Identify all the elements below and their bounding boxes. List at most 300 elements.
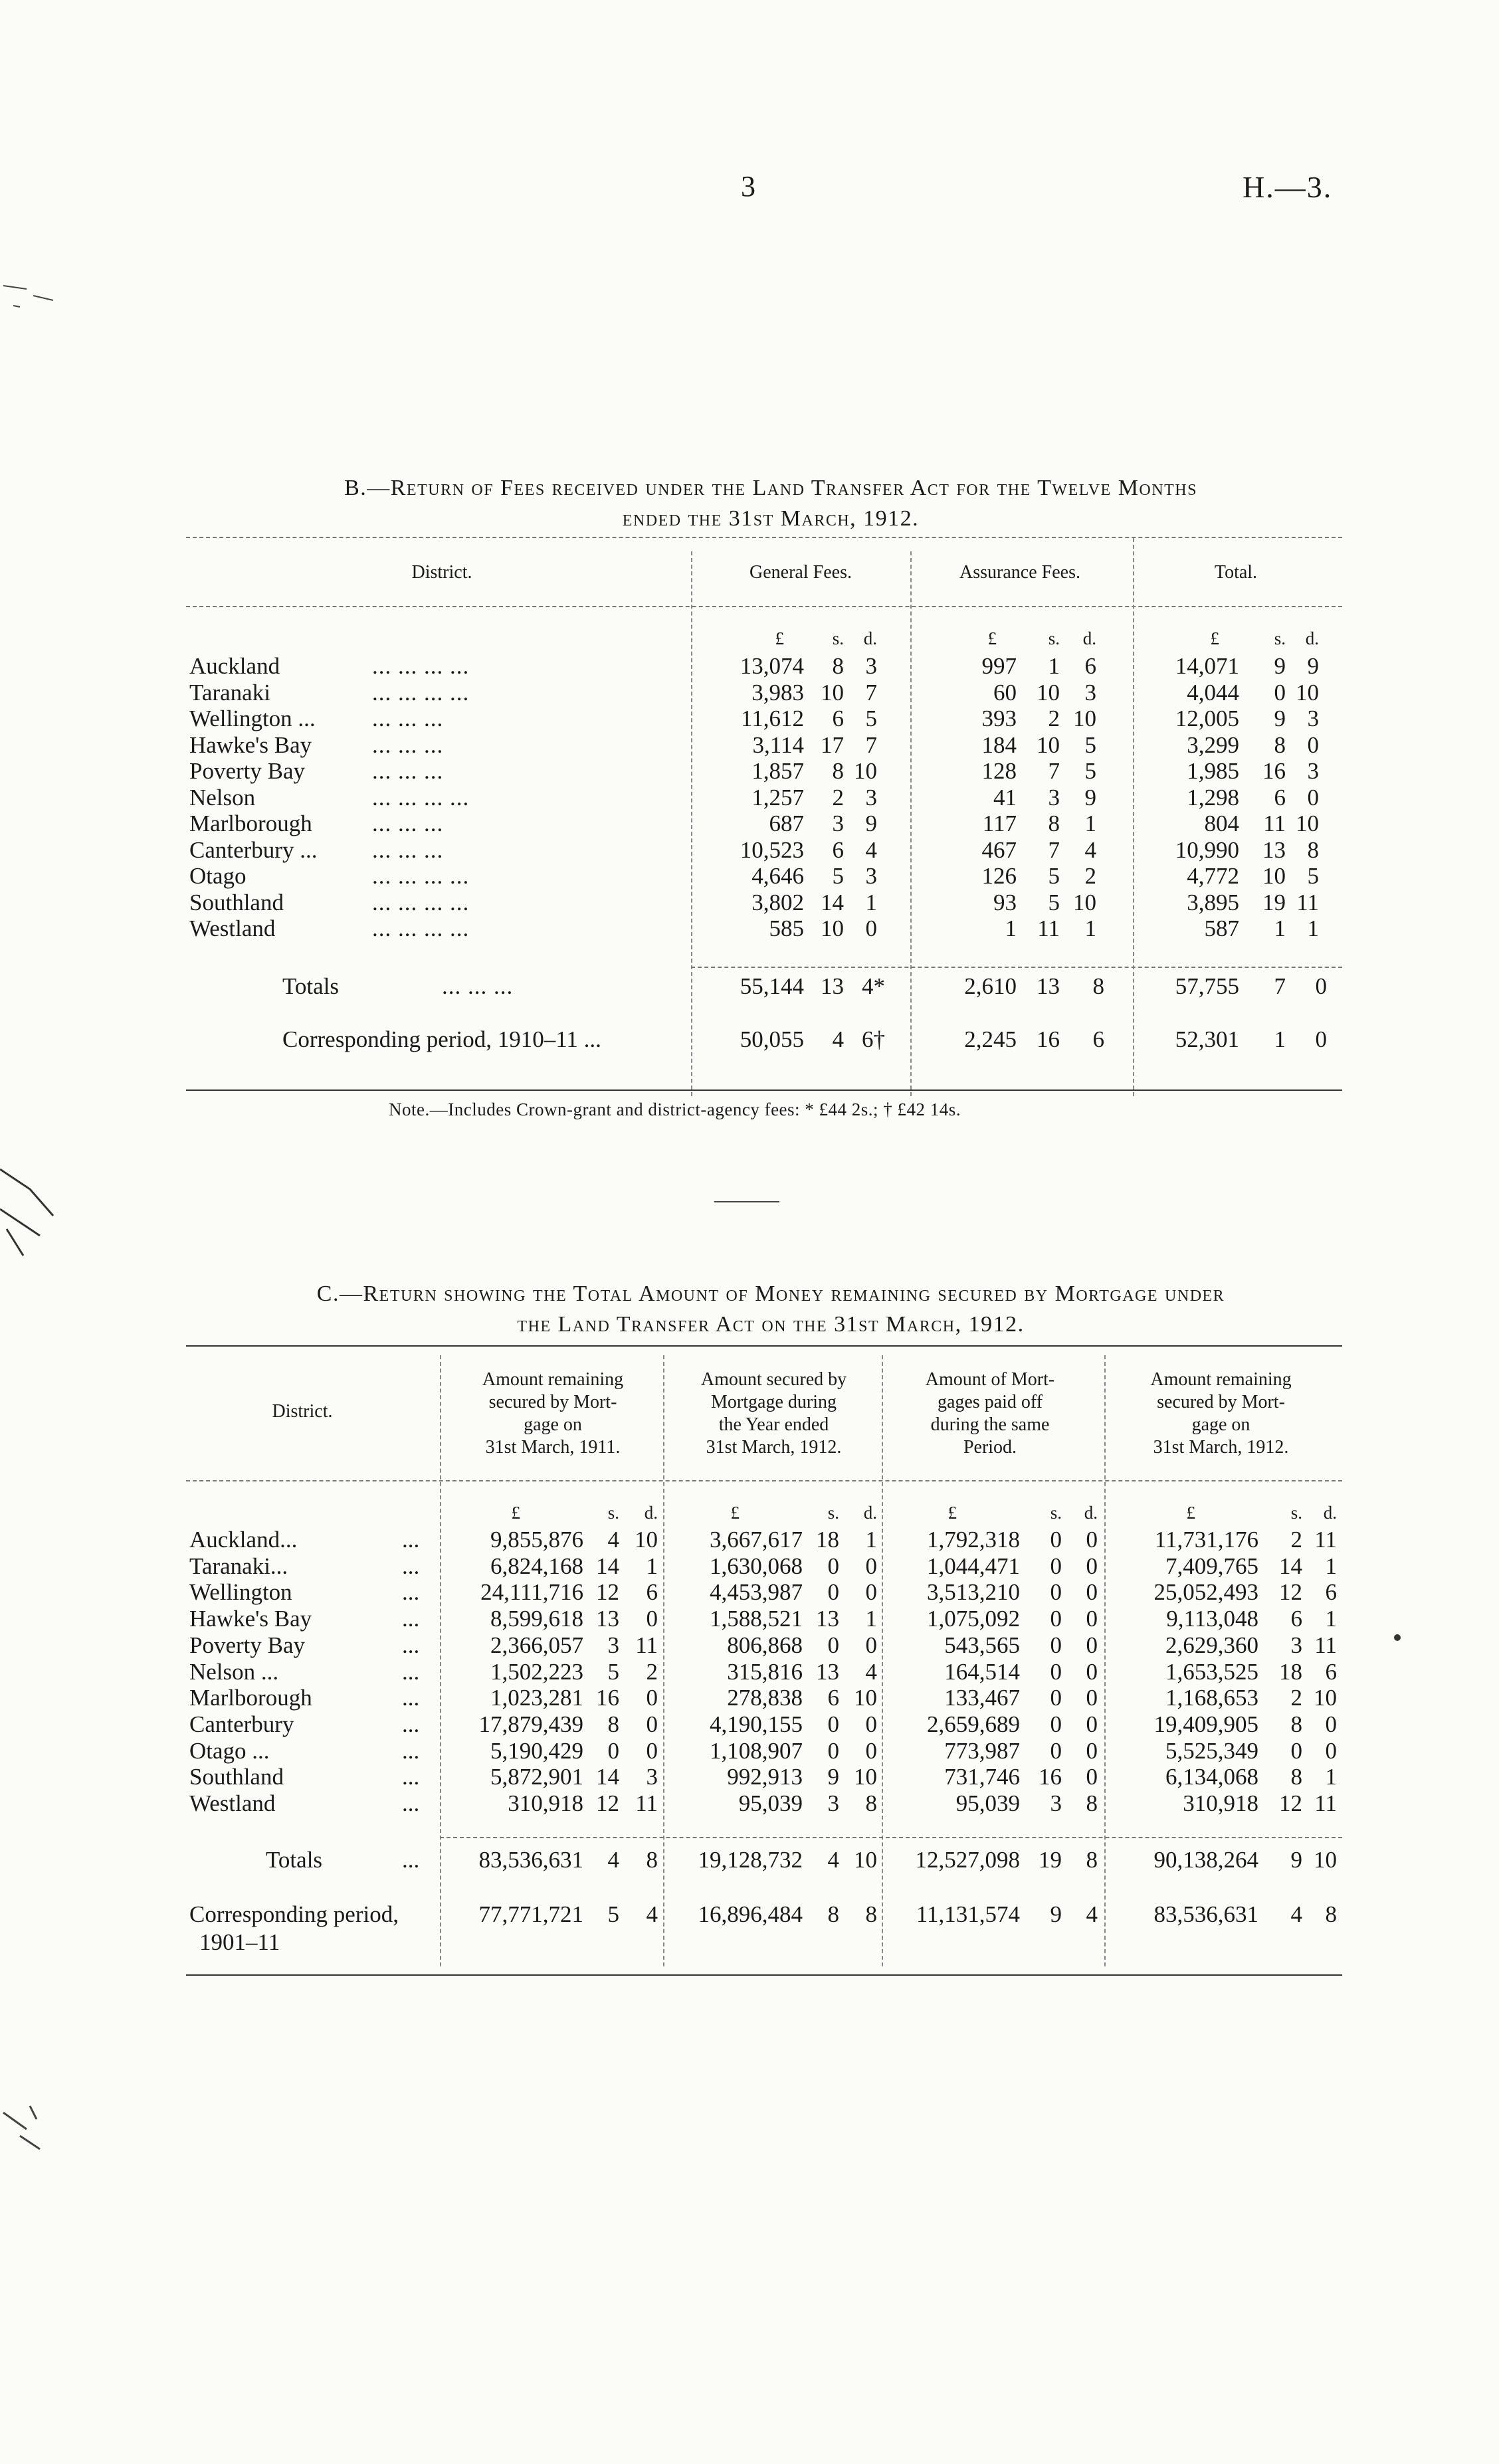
table-c-corresponding-pence: 8	[865, 1901, 877, 1927]
table-c-pounds: 5,525,349	[1165, 1738, 1258, 1764]
table-c-shillings: 0	[1050, 1659, 1062, 1685]
table-b-pence: 0	[1307, 785, 1319, 810]
table-c-pence: 3	[646, 1764, 658, 1790]
table-c-pounds: 25,052,493	[1153, 1579, 1258, 1605]
table-c-pounds: 95,039	[955, 1790, 1020, 1816]
table-b-shillings: 8	[832, 758, 844, 784]
table-c-header-line: Amount remaining	[482, 1369, 624, 1390]
table-c-shillings: 0	[1050, 1579, 1062, 1605]
table-c-shillings: 9	[827, 1764, 839, 1790]
table-c-unit-label: d.	[863, 1503, 877, 1523]
table-c-shillings: 0	[1050, 1527, 1062, 1553]
scan-mark-2	[0, 1163, 60, 1269]
table-c-pounds: 1,630,068	[710, 1553, 803, 1579]
table-c-shillings: 8	[1290, 1764, 1302, 1790]
table-c-unit-label: s.	[1290, 1503, 1302, 1523]
table-c-shillings: 18	[1279, 1659, 1302, 1685]
table-c-shillings: 3	[1290, 1632, 1302, 1658]
table-c-totals-shillings: 9	[1290, 1847, 1302, 1873]
table-c-leader-dots: ...	[402, 1764, 420, 1790]
table-c-header-line: Amount of Mort-	[925, 1369, 1055, 1390]
table-c-shillings: 0	[827, 1579, 839, 1605]
table-c-pence: 0	[1086, 1579, 1098, 1605]
table-c-pounds: 24,111,716	[480, 1579, 583, 1605]
table-b-pence: 5	[865, 706, 877, 731]
table-b-corresponding-shillings: 1	[1274, 1026, 1286, 1052]
table-b-pounds: 12,005	[1175, 706, 1239, 731]
table-b-pounds: 3,802	[751, 890, 804, 915]
table-b-unit-label: £	[987, 628, 997, 648]
table-c-corresponding-pounds: 83,536,631	[1153, 1901, 1258, 1927]
table-b-pounds: 11,612	[741, 706, 804, 731]
table-b-shillings: 11	[1037, 915, 1060, 941]
table-b-totals-shillings: 7	[1274, 973, 1286, 999]
table-c-pence: 6	[646, 1579, 658, 1605]
table-b-header-general: General Fees.	[750, 562, 852, 583]
table-b-district: Hawke's Bay	[189, 732, 312, 758]
table-b-totals-pence: 4*	[862, 973, 885, 999]
table-b-header-assurance: Assurance Fees.	[959, 562, 1080, 583]
table-c-shillings: 3	[607, 1632, 619, 1658]
table-c-district: Westland	[189, 1790, 276, 1816]
table-b-pounds: 4,646	[751, 863, 804, 889]
table-b-pence: 6	[1084, 653, 1096, 679]
table-c-header-line: Amount remaining	[1150, 1369, 1292, 1390]
table-c-unit-label: d.	[644, 1503, 658, 1523]
table-b-pence: 10	[1296, 810, 1319, 836]
table-b-district: Westland	[189, 915, 276, 941]
table-b-corresponding-pence: 6	[1092, 1026, 1104, 1052]
table-c-subtotal-rule	[440, 1837, 1342, 1838]
table-c-pounds: 7,409,765	[1165, 1553, 1258, 1579]
table-b-pence: 10	[854, 758, 877, 784]
table-c-unit-label: s.	[1050, 1503, 1062, 1523]
table-b-totals-shillings: 13	[1037, 973, 1060, 999]
scan-dot	[1394, 1634, 1401, 1641]
table-b-unit-label: d.	[863, 628, 877, 648]
table-c-pounds: 1,502,223	[490, 1659, 583, 1685]
table-c-corresponding-label-2: 1901–11	[199, 1929, 280, 1955]
table-b-pounds: 3,114	[752, 732, 804, 758]
table-c-corresponding-pounds: 77,771,721	[478, 1901, 583, 1927]
table-b-pounds: 1	[1005, 915, 1017, 941]
table-c-header-line: 31st March, 1912.	[1153, 1437, 1289, 1458]
table-b-shillings: 3	[1048, 785, 1060, 810]
table-b-corresponding-pence: 6†	[862, 1026, 885, 1052]
table-b-pence: 7	[865, 680, 877, 706]
table-b-shillings: 6	[832, 706, 844, 731]
table-b-shillings: 13	[1262, 837, 1286, 863]
table-c-totals-pence: 8	[1086, 1847, 1098, 1873]
table-c-pounds: 9,855,876	[490, 1527, 583, 1553]
table-b-leader-dots: ... ... ... ...	[372, 785, 470, 810]
table-b-shillings: 14	[821, 890, 844, 915]
table-c-leader-dots: ...	[402, 1579, 420, 1605]
scan-mark-1	[0, 266, 60, 332]
table-b-shillings: 3	[832, 810, 844, 836]
table-c-header-line: Mortgage during	[711, 1392, 837, 1412]
table-b-shillings: 10	[1037, 680, 1060, 706]
table-b-pence: 9	[1084, 785, 1096, 810]
table-b-pounds: 128	[981, 758, 1017, 784]
table-b-corresponding-pounds: 52,301	[1175, 1026, 1239, 1052]
table-b-totals-dots: ... ... ...	[442, 973, 514, 999]
table-c-district: Hawke's Bay	[189, 1606, 312, 1632]
table-b-district: Nelson	[189, 785, 256, 810]
table-c-totals-shillings: 4	[827, 1847, 839, 1873]
table-b-title-line1: B.—Return of Fees received under the Land Transfer Act for the Twelve Months	[344, 476, 1197, 500]
table-c-corresponding-pence: 8	[1325, 1901, 1337, 1927]
table-b-shillings: 8	[832, 653, 844, 679]
table-b-corresponding-pounds: 50,055	[740, 1026, 804, 1052]
table-b-header-rule	[186, 606, 1342, 607]
table-c-corresponding-pence: 4	[1086, 1901, 1098, 1927]
table-c-totals-shillings: 4	[607, 1847, 619, 1873]
table-c-shillings: 0	[1050, 1632, 1062, 1658]
table-c-corresponding-pence: 4	[646, 1901, 658, 1927]
table-c-shillings: 6	[1290, 1606, 1302, 1632]
table-c-shillings: 12	[1279, 1579, 1302, 1605]
table-c-shillings: 0	[827, 1632, 839, 1658]
table-c-shillings: 0	[827, 1711, 839, 1737]
page-number: 3	[741, 170, 755, 203]
table-b-pounds: 10,523	[740, 837, 804, 863]
table-b-pounds: 3,895	[1187, 890, 1239, 915]
table-c-pounds: 543,565	[944, 1632, 1020, 1658]
table-b-corresponding-shillings: 16	[1037, 1026, 1060, 1052]
table-c-pence: 0	[1086, 1711, 1098, 1737]
table-b-pence: 10	[1073, 706, 1096, 731]
table-b-pounds: 4,772	[1187, 863, 1239, 889]
table-b-district: Taranaki	[189, 680, 270, 706]
table-b-pence: 3	[1307, 758, 1319, 784]
table-c-district: Canterbury	[189, 1711, 294, 1737]
table-b-district: Poverty Bay	[189, 758, 306, 784]
table-c-pounds: 1,023,281	[490, 1685, 583, 1711]
table-c-pence: 0	[646, 1711, 658, 1737]
table-b-leader-dots: ... ... ... ...	[372, 863, 470, 889]
table-b-leader-dots: ... ... ...	[372, 732, 444, 758]
table-c-unit-label: s.	[607, 1503, 619, 1523]
table-b-district: Wellington ...	[189, 706, 316, 731]
table-b-shillings: 8	[1048, 810, 1060, 836]
table-c-shillings: 8	[607, 1711, 619, 1737]
table-b-district: Otago	[189, 863, 247, 889]
table-c-pence: 0	[646, 1606, 658, 1632]
table-b-pounds: 13,074	[740, 653, 804, 679]
table-c-pounds: 3,667,617	[710, 1527, 803, 1553]
table-b-pence: 3	[865, 653, 877, 679]
table-c-shillings: 0	[827, 1738, 839, 1764]
table-c-shillings: 0	[827, 1553, 839, 1579]
table-b-district: Southland	[189, 890, 284, 915]
table-c-pounds: 19,409,905	[1153, 1711, 1258, 1737]
table-c-pounds: 310,918	[508, 1790, 583, 1816]
table-c-header-col3	[884, 1369, 1096, 1459]
table-b-pounds: 14,071	[1175, 653, 1239, 679]
table-c-totals-pounds: 83,536,631	[478, 1847, 583, 1873]
table-b-pence: 5	[1084, 758, 1096, 784]
table-b-district: Marlborough	[189, 810, 312, 836]
table-c-district: Marlborough	[189, 1685, 312, 1711]
table-c-pence: 1	[865, 1527, 877, 1553]
table-b-pounds: 3,983	[751, 680, 804, 706]
table-b-shillings: 8	[1274, 732, 1286, 758]
table-c-corresponding-label: Corresponding period,	[189, 1901, 399, 1927]
table-b-top-rule	[186, 537, 1342, 538]
table-c-pounds: 1,044,471	[927, 1553, 1020, 1579]
table-b-pence: 1	[865, 890, 877, 915]
table-c-corresponding-shillings: 9	[1050, 1901, 1062, 1927]
table-b-pence: 10	[1073, 890, 1096, 915]
table-b-shillings: 6	[1274, 785, 1286, 810]
table-c-pence: 0	[865, 1711, 877, 1737]
table-c-pence: 10	[854, 1764, 877, 1790]
table-b-pounds: 60	[993, 680, 1017, 706]
table-c-header-line: during the same	[930, 1414, 1050, 1435]
table-b-pounds: 585	[769, 915, 804, 941]
table-b-pounds: 687	[769, 810, 804, 836]
table-c-totals-pence: 8	[646, 1847, 658, 1873]
table-c-leader-dots: ...	[402, 1553, 420, 1579]
table-c-pounds: 1,108,907	[710, 1738, 803, 1764]
table-c-header-line: gage on	[524, 1414, 582, 1435]
table-c-pounds: 164,514	[944, 1659, 1020, 1685]
table-b-pence: 7	[865, 732, 877, 758]
table-c-shillings: 12	[596, 1579, 619, 1605]
table-c-pounds: 6,134,068	[1165, 1764, 1258, 1790]
table-b-unit-label: s.	[1048, 628, 1060, 648]
table-b-corresponding-label: Corresponding period, 1910–11 ...	[282, 1026, 601, 1052]
table-c-shillings: 0	[1050, 1738, 1062, 1764]
table-c-pence: 8	[865, 1790, 877, 1816]
table-b-corresponding-pence: 0	[1315, 1026, 1327, 1052]
table-c-pounds: 4,190,155	[710, 1711, 803, 1737]
table-b-totals-pounds: 57,755	[1175, 973, 1239, 999]
table-b-pence: 3	[865, 785, 877, 810]
table-b-pence: 1	[1307, 915, 1319, 941]
table-c-pence: 2	[646, 1659, 658, 1685]
table-c-pounds: 6,824,168	[490, 1553, 583, 1579]
table-c-pence: 0	[1086, 1632, 1098, 1658]
table-b-leader-dots: ... ... ... ...	[372, 890, 470, 915]
table-b-district: Canterbury ...	[189, 837, 318, 863]
table-c-shillings: 3	[827, 1790, 839, 1816]
table-c-pence: 8	[1086, 1790, 1098, 1816]
table-b-pounds: 93	[993, 890, 1017, 915]
table-b-title	[186, 473, 1355, 534]
table-c-pounds: 3,513,210	[927, 1579, 1020, 1605]
table-c-pounds: 1,653,525	[1165, 1659, 1258, 1685]
table-c-title-line2: the Land Transfer Act on the 31st March, 1912.	[517, 1312, 1025, 1337]
table-b-pence: 5	[1084, 732, 1096, 758]
table-c-pence: 0	[1086, 1764, 1098, 1790]
table-b-leader-dots: ... ... ...	[372, 706, 444, 731]
table-c-shillings: 13	[596, 1606, 619, 1632]
table-b-leader-dots: ... ... ...	[372, 837, 444, 863]
table-b-pence: 5	[1307, 863, 1319, 889]
table-b-pence: 11	[1296, 890, 1319, 915]
table-b-shillings: 2	[1048, 706, 1060, 731]
table-c-pounds: 1,075,092	[927, 1606, 1020, 1632]
table-c-pence: 0	[865, 1579, 877, 1605]
table-b-pounds: 804	[1204, 810, 1239, 836]
table-c-shillings: 2	[1290, 1527, 1302, 1553]
table-b-shillings: 5	[1048, 890, 1060, 915]
table-c-pence: 0	[1325, 1738, 1337, 1764]
table-b-pence: 4	[865, 837, 877, 863]
table-c-shillings: 0	[1050, 1685, 1062, 1711]
table-c-unit-label: £	[1186, 1503, 1195, 1523]
table-b-leader-dots: ... ... ...	[372, 758, 444, 784]
table-b-pounds: 467	[981, 837, 1017, 863]
table-b-leader-dots: ... ... ... ...	[372, 680, 470, 706]
table-b-shillings: 6	[832, 837, 844, 863]
table-b-pounds: 10,990	[1175, 837, 1239, 863]
table-c-totals-pence: 10	[854, 1847, 877, 1873]
table-b-shillings: 10	[821, 680, 844, 706]
table-c-shillings: 0	[607, 1738, 619, 1764]
table-c-district: Auckland...	[189, 1527, 298, 1553]
table-c-pounds: 2,629,360	[1165, 1632, 1258, 1658]
table-c-shillings: 12	[596, 1790, 619, 1816]
table-c-leader-dots: ...	[402, 1790, 420, 1816]
table-b-unit-label: £	[1210, 628, 1219, 648]
table-b-pounds: 117	[982, 810, 1017, 836]
table-c-pounds: 310,918	[1183, 1790, 1258, 1816]
table-c-pence: 10	[635, 1527, 658, 1553]
table-c-pounds: 1,168,653	[1165, 1685, 1258, 1711]
table-c-shillings: 18	[816, 1527, 839, 1553]
table-c-shillings: 14	[596, 1553, 619, 1579]
table-b-shillings: 1	[1274, 915, 1286, 941]
table-b-pounds: 4,044	[1187, 680, 1239, 706]
table-b-unit-label: £	[775, 628, 784, 648]
table-c-header-rule	[186, 1480, 1342, 1481]
table-b-shillings: 5	[1048, 863, 1060, 889]
table-b-corresponding-shillings: 4	[832, 1026, 844, 1052]
table-c-pounds: 1,588,521	[710, 1606, 803, 1632]
table-b-pounds: 1,985	[1187, 758, 1239, 784]
table-b-pence: 9	[865, 810, 877, 836]
table-c-district: Otago ...	[189, 1738, 270, 1764]
table-c-header-line: 31st March, 1911.	[485, 1437, 621, 1458]
table-c-title	[186, 1279, 1355, 1340]
table-b-pence: 8	[1307, 837, 1319, 863]
table-b-unit-label: d.	[1305, 628, 1319, 648]
table-c-shillings: 16	[596, 1685, 619, 1711]
table-c-pounds: 992,913	[727, 1764, 803, 1790]
table-c-pence: 11	[635, 1632, 658, 1658]
table-c-shillings: 13	[816, 1659, 839, 1685]
table-c-header-col4	[1106, 1369, 1336, 1459]
table-c-pence: 10	[1314, 1685, 1337, 1711]
table-c-leader-dots: ...	[402, 1685, 420, 1711]
table-b-unit-label: s.	[832, 628, 844, 648]
table-b-pence: 1	[1084, 915, 1096, 941]
table-c-shillings: 8	[1290, 1711, 1302, 1737]
table-c-pence: 0	[646, 1685, 658, 1711]
table-b-shillings: 5	[832, 863, 844, 889]
table-c-unit-label: s.	[827, 1503, 839, 1523]
table-c-shillings: 6	[827, 1685, 839, 1711]
table-b-shillings: 16	[1262, 758, 1286, 784]
table-c-title-line1: C.—Return showing the Total Amount of Money remaining secured by Mortgage under	[316, 1281, 1225, 1306]
table-c-header-line: secured by Mort-	[1157, 1392, 1285, 1412]
table-c-pence: 11	[1314, 1790, 1337, 1816]
table-b-totals-pounds: 55,144	[740, 973, 804, 999]
table-b-shillings: 10	[821, 915, 844, 941]
table-b-unit-label: s.	[1274, 628, 1286, 648]
table-c-header-line: gages paid off	[937, 1392, 1043, 1412]
table-c-pence: 0	[1086, 1606, 1098, 1632]
table-b-shillings: 19	[1262, 890, 1286, 915]
table-c-pence: 1	[1325, 1606, 1337, 1632]
table-c-pounds: 9,113,048	[1166, 1606, 1258, 1632]
table-c-header-line: Amount secured by	[700, 1369, 847, 1390]
table-c-pounds: 4,453,987	[710, 1579, 803, 1605]
table-c-totals-label: Totals	[266, 1847, 323, 1873]
table-c-pounds: 11,731,176	[1154, 1527, 1258, 1553]
table-b-totals-label: Totals	[282, 973, 340, 999]
table-b-pence: 4	[1084, 837, 1096, 863]
table-c-corresponding-shillings: 4	[1290, 1901, 1302, 1927]
table-c-pence: 0	[1086, 1738, 1098, 1764]
table-c-shillings: 4	[607, 1527, 619, 1553]
table-b-pence: 10	[1296, 680, 1319, 706]
table-c-pence: 11	[1314, 1527, 1337, 1553]
table-b-pounds: 997	[981, 653, 1017, 679]
table-b-shillings: 2	[832, 785, 844, 810]
table-c-pence: 11	[635, 1790, 658, 1816]
table-c-pounds: 133,467	[944, 1685, 1020, 1711]
table-b-shillings: 9	[1274, 706, 1286, 731]
table-c-unit-label: d.	[1323, 1503, 1337, 1523]
table-b-bottom-rule	[186, 1090, 1342, 1091]
table-b-shillings: 10	[1262, 863, 1286, 889]
table-b-pence: 0	[1307, 732, 1319, 758]
table-c-pence: 6	[1325, 1659, 1337, 1685]
table-b-pence: 3	[865, 863, 877, 889]
table-c-header-district: District.	[272, 1401, 333, 1422]
table-c-shillings: 0	[1050, 1711, 1062, 1737]
table-c-shillings: 14	[596, 1764, 619, 1790]
table-c-totals-pence: 10	[1314, 1847, 1337, 1873]
table-c-shillings: 13	[816, 1606, 839, 1632]
table-b-pounds: 393	[981, 706, 1017, 731]
table-c-pence: 4	[865, 1659, 877, 1685]
table-c-unit-label: d.	[1084, 1503, 1098, 1523]
table-b-leader-dots: ... ... ... ...	[372, 915, 470, 941]
table-c-pence: 1	[1325, 1764, 1337, 1790]
table-b-header-district: District.	[411, 562, 472, 583]
table-c-district: Southland	[189, 1764, 284, 1790]
table-c-corresponding-pounds: 16,896,484	[698, 1901, 803, 1927]
table-c-header-line: Period.	[963, 1437, 1017, 1458]
table-b-shillings: 11	[1263, 810, 1286, 836]
table-b-pounds: 1,298	[1187, 785, 1239, 810]
table-b-totals-pounds: 2,610	[964, 973, 1017, 999]
page-reference: H.—3.	[1243, 170, 1333, 204]
table-b-pence: 3	[1084, 680, 1096, 706]
table-b-pence: 0	[865, 915, 877, 941]
table-b-totals-pence: 8	[1092, 973, 1104, 999]
table-b-pounds: 587	[1204, 915, 1239, 941]
table-c-shillings: 12	[1279, 1790, 1302, 1816]
table-b-note: Note.—Includes Crown-grant and district-agency fees: * £44 2s.; † £42 14s.	[389, 1099, 961, 1119]
table-c-unit-label: £	[511, 1503, 520, 1523]
table-c-pounds: 95,039	[738, 1790, 803, 1816]
